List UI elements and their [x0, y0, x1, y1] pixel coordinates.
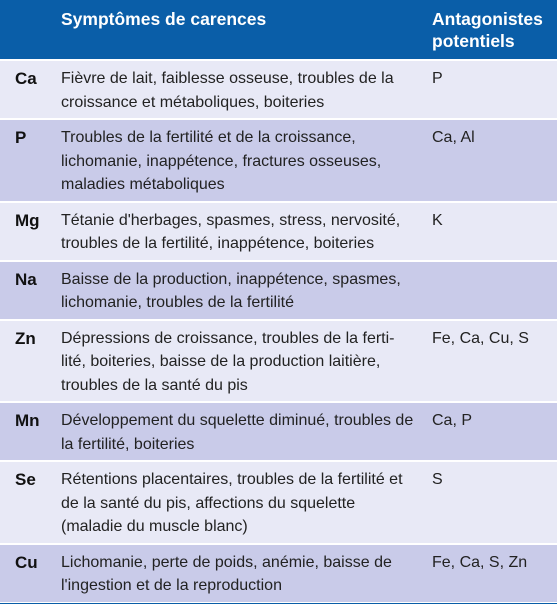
antagonists-cell: Fe, Ca, Cu, S [422, 320, 557, 403]
table-row [0, 60, 557, 119]
element-cell: Zn [0, 320, 51, 403]
symptoms-cell: Lichomanie, perte de poids, anémie, baisse de l'ingestion et de la reproduction [51, 544, 422, 603]
symptoms-cell: Dépressions de croissance, troubles de la ferti-lité, boiteries, baisse de la production laitière, troubles de la santé du pis [51, 320, 422, 403]
element-column-header [0, 0, 51, 60]
table-row [0, 544, 557, 603]
symptoms-cell: Tétanie d'herbages, spasmes, stress, nervosité, troubles de la fertilité, inappétence, boiteries [51, 202, 422, 261]
table-row [0, 202, 557, 261]
antagonists-cell [422, 261, 557, 320]
antagonists-cell: Fe, Ca, S, Zn [422, 544, 557, 603]
symptoms-cell: Baisse de la production, inappétence, spasmes, lichomanie, troubles de la fertilité [51, 261, 422, 320]
table-row [0, 320, 557, 403]
antagonists-cell: P [422, 60, 557, 119]
table-header-row [0, 0, 557, 60]
antagonists-cell: Ca, P [422, 402, 557, 461]
symptoms-header-label: Symptômes de carences [61, 9, 267, 29]
element-cell: Ca [0, 60, 51, 119]
table-row [0, 461, 557, 544]
symptoms-column-header [51, 0, 422, 60]
element-cell: Mn [0, 402, 51, 461]
table-row [0, 261, 557, 320]
element-cell: P [0, 119, 51, 202]
antagonists-column-header [422, 0, 557, 60]
symptoms-cell: Rétentions placentaires, troubles de la fertilité et de la santé du pis, affections du squelette (maladie du muscle blanc) [51, 461, 422, 544]
symptoms-cell: Fièvre de lait, faiblesse osseuse, troubles de la croissance et métaboliques, boiteries [51, 60, 422, 119]
antagonists-header-label: Antagonistes potentiels [432, 9, 543, 51]
table-row [0, 119, 557, 202]
element-cell: Mg [0, 202, 51, 261]
element-cell: Cu [0, 544, 51, 603]
table-row [0, 402, 557, 461]
symptoms-cell: Troubles de la fertilité et de la croissance, lichomanie, inappétence, fractures osseuses, maladies métaboliques [51, 119, 422, 202]
antagonists-cell: Ca, Al [422, 119, 557, 202]
element-cell: Na [0, 261, 51, 320]
symptoms-cell: Développement du squelette diminué, troubles de la fertilité, boiteries [51, 402, 422, 461]
antagonists-cell: S [422, 461, 557, 544]
antagonists-cell: K [422, 202, 557, 261]
element-cell: Se [0, 461, 51, 544]
